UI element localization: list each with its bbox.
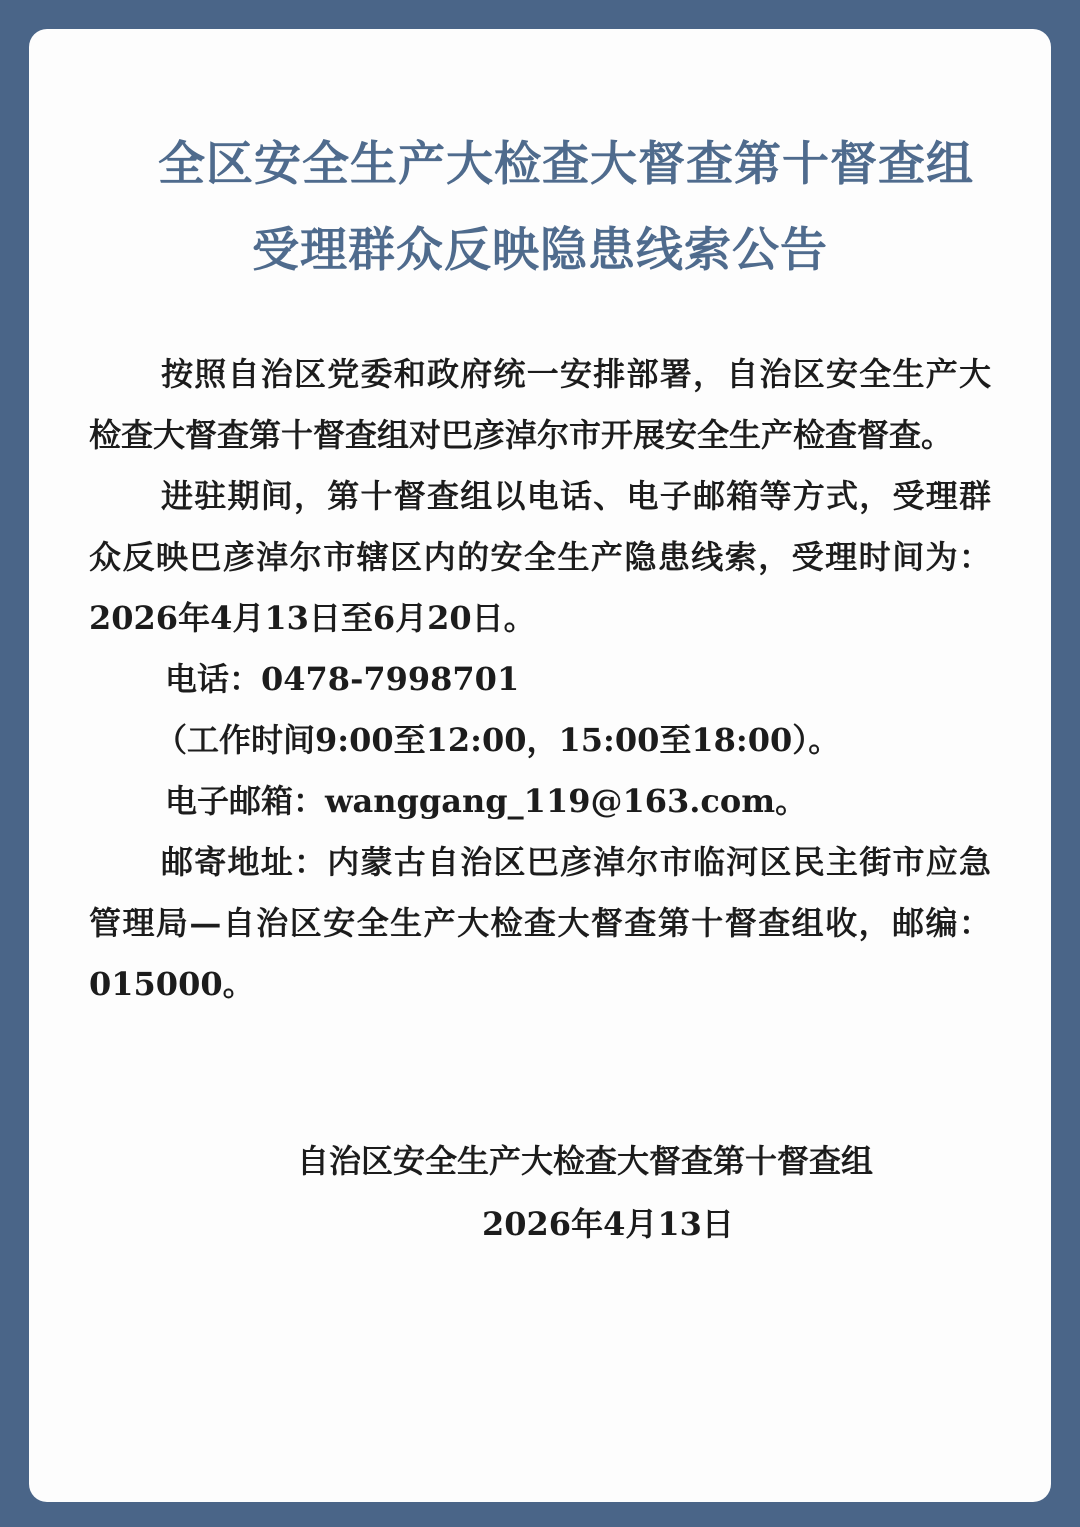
contact-phone: 电话：0478-7998701 (165, 660, 520, 698)
contact-email: 电子邮箱：wanggang_119@163.com。 (165, 782, 808, 820)
working-hours: （工作时间9:00至12:00，15:00至18:00）。 (155, 721, 841, 759)
signature-organization: 自治区安全生产大检查大督查第十督查组 (297, 1142, 874, 1180)
paragraph-arrangement: 按照自治区党委和政府统一安排部署，自治区安全生产大检查大督查第十督查组对巴彦淖尔市开展安全生产检查督查。 (89, 355, 991, 454)
notice-title-line2: 受理群众反映隐患线索公告 (252, 223, 828, 278)
paragraph-acceptance: 进驻期间，第十督查组以电话、电子邮箱等方式，受理群众反映巴彦淖尔市辖区内的安全生产隐患线索，受理时间为：2026年4月13日至6月20日。 (89, 477, 991, 637)
notice-card (29, 29, 1051, 1502)
signature-date: 2026年4月13日 (482, 1205, 734, 1243)
notice-body (89, 344, 991, 1015)
notice-title-line1: 全区安全生产大检查大督查第十督查组 (158, 137, 974, 192)
mailing-address: 邮寄地址：内蒙古自治区巴彦淖尔市临河区民主街市应急管理局—自治区安全生产大检查大督查第十督查组收，邮编：015000。 (89, 843, 991, 1003)
